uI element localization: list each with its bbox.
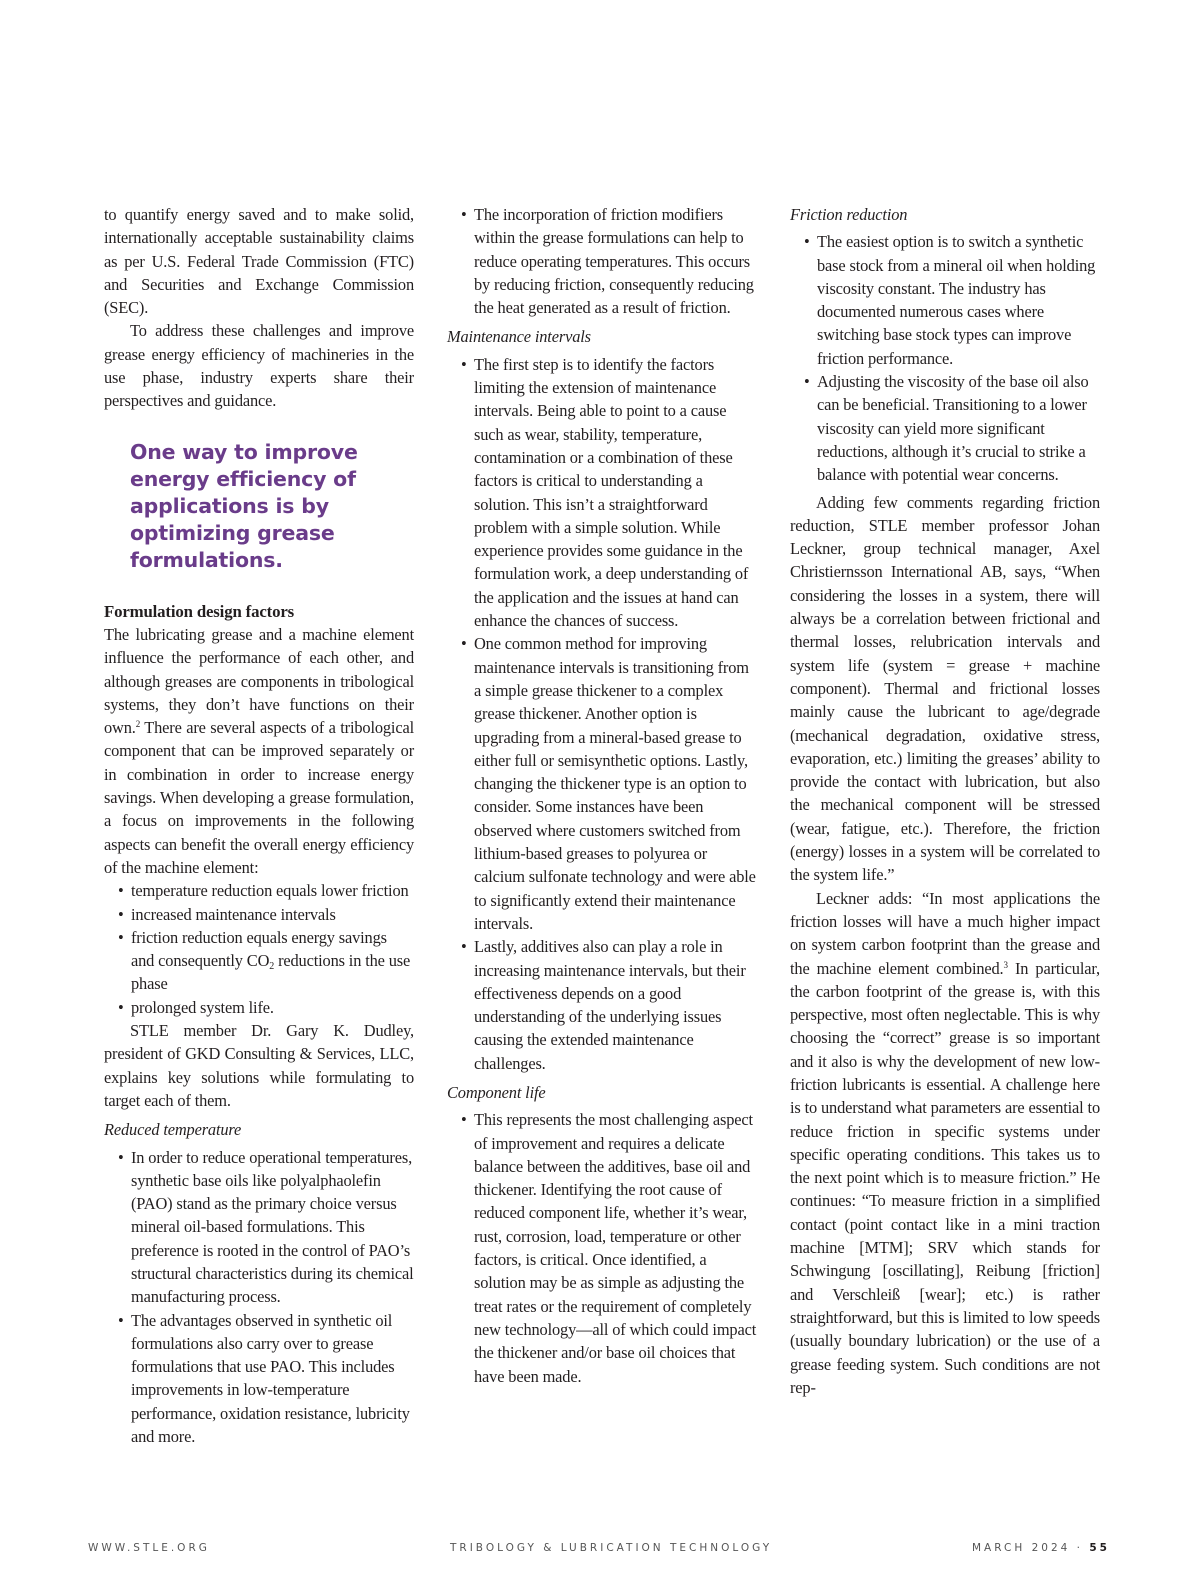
bullet-list [104,1146,414,1449]
list-item [104,926,414,996]
footer-date: MARCH 2024 [972,1542,1071,1554]
reference-superscript: 3 [1003,959,1008,970]
paragraph-text: In particular, the carbon footprint of the grease is, with this perspective, most often neglectable. This is why choosing the “correct” grease is so important and it also is why the development of new low-friction lubricants is essential. A challenge here is to understand what parameters are essential to reduce friction in specific systems under specific operating conditions. This takes us to the next point which is to measure friction.” He continues: “To measure friction in a simplified contact (point contact like in a mini traction machine [MTM]; SRV which stands for Schwingung [oscillating], Reibung [friction] and Verschleiß [wear]; etc.) is rather straightforward, but this is limited to low speeds (usually boundary lubrication) or the use of a grease feeding system. Such conditions are not rep- [790,958,1100,1397]
list-item: • This represents the most challenging aspect of improvement and requires a delicate balance between the additives, base oil and thickener. Identifying the root cause of reduced component life, whether it’s wear, rust, corrosion, load, temperature or other factors, is critical. Once identified, a solution may be as simple as adjusting the treat rates or the requirement of completely new technology—all of which could impact the thickener and/or base oil choices that have been made. [447,1108,757,1388]
column-3 [790,203,1100,1399]
bullet-list [447,353,757,1075]
reference-superscript: 2 [135,719,141,730]
subheading: Reduced temperature [104,1120,242,1140]
list-item: • The first step is to identify the factors limiting the extension of maintenance intervals. Being able to point to a cause such as wear, stability, temperature, contamination or a combination of these factors is critical to understanding a solution. This isn’t a straightforward problem with a simple solution. While experience provides some guidance in the formulation work, a deep understanding of the application and the issues at hand can enhance the chances of success. [447,353,757,633]
subscript: 2 [269,961,275,973]
pull-quote: One way to improve energy efficiency of applications is by optimizing grease formulations. [130,439,358,572]
list-item: • Lastly, additives also can play a role in increasing maintenance intervals, but their effectiveness depends on a good understanding of the underlying issues causing the extended maintenance challenges. [447,935,757,1075]
list-item: • The advantages observed in synthetic oil formulations also carry over to grease formulations that use PAO. This includes improvements in low-temperature performance, oxidation resistance, lubricity and more. [104,1309,414,1449]
column-2 [447,203,757,1388]
paragraph-text: There are several aspects of a tribological component that can be improved separately or in combination in order to increase energy savings. When developing a grease formulation, a focus on improvements in the following aspects can benefit the overall energy efficiency of the machine element: [104,718,414,877]
list-item: • The incorporation of friction modifiers within the grease formulations can help to reduce operating temperatures. This occurs by reducing friction, consequently reducing the heat generated as a result of friction. [447,203,757,319]
footer-website: WWW.STLE.ORG [88,1542,210,1554]
footer-publication-title: TRIBOLOGY & LUBRICATION TECHNOLOGY [450,1542,773,1554]
list-item: • temperature reduction equals lower friction [104,879,414,902]
list-item-text: reductions in the use phase [131,951,411,994]
footer-date-page [972,1542,1110,1554]
list-item: • The easiest option is to switch a synthetic base stock from a mineral oil when holding viscosity constant. The industry has documented numerous cases where switching base stock types can improve friction performance. [790,230,1100,370]
paragraph-text: Leckner adds: “In most applications the friction losses will have a much higher impact on system carbon footprint than the grease and the machine element combined. [790,888,1100,978]
list-item: • One common method for improving maintenance intervals is transitioning from a simple grease thickener to a complex grease thickener. Another option is upgrading from a mineral-based grease to either full or semisynthetic options. Lastly, changing the thickener type is an option to consider. Some instances have been observed where customers switched from lithium-based greases to polyurea or calcium sulfonate technology and were able to significantly extend their maintenance intervals. [447,632,757,935]
subheading: Maintenance intervals [447,327,591,347]
list-item: • In order to reduce operational temperatures, synthetic base oils like polyalphaolefin (PAO) stand as the primary choice versus mineral oil-based formulations. This preference is rooted in the control of PAO’s structural characteristics during its chemical manufacturing process. [104,1146,414,1309]
footer-separator: · [1070,1542,1090,1554]
section-heading: Formulation design factors [104,601,295,621]
bullet-list [447,203,757,319]
bullet-list [447,1108,757,1388]
subheading: Component life [447,1082,546,1102]
bullet-list [104,879,414,1019]
subheading: Friction reduction [790,205,908,224]
paragraph: to quantify energy saved and to make solid, internationally acceptable sustainability claims as per U.S. Federal Trade Commission (FTC) and Securities and Exchange Commission (SEC). [104,205,414,318]
paragraph: Adding few comments regarding friction reduction, STLE member professor Johan Leckner, group technical manager, Axel Christiernsson International AB, says, “When considering the losses in a system, there will always be a correlation between frictional and thermal losses, relubrication intervals and system life (system = grease + machine component). Thermal and frictional losses mainly cause the lubricant to age/degrade (mechanical degradation, oxidative stress, evaporation, etc.) limiting the greases’ ability to provide the contact with lubrication, but also the mechanical component will be stressed (wear, fatigue, etc.). Therefore, the friction (energy) losses in a system will be correlated to the system life.” [790,492,1100,885]
list-item: • Adjusting the viscosity of the base oil also can be beneficial. Transitioning to a lower viscosity can yield more significant reductions, although it’s crucial to strike a balance with potential wear concerns. [790,370,1100,486]
list-item: • increased maintenance intervals [104,903,414,926]
paragraph [104,623,414,879]
paragraph [790,887,1100,1400]
page-number: 55 [1089,1542,1110,1554]
list-item: • prolonged system life. [104,996,414,1019]
paragraph-text: The lubricating grease and a machine element influence the performance of each other, and although greases are components in tribological systems, they don’t have functions on their own. [104,624,414,738]
paragraph: STLE member Dr. Gary K. Dudley, president of GKD Consulting & Services, LLC, explains key solutions while formulating to target each of them. [104,1021,414,1110]
paragraph: To address these challenges and improve grease energy efficiency of machineries in the use phase, industry experts share their perspectives and guidance. [104,321,414,411]
column-1 [104,203,414,1448]
bullet-list [790,230,1100,486]
list-item-text: friction reduction equals energy savings and consequently CO [131,927,387,971]
